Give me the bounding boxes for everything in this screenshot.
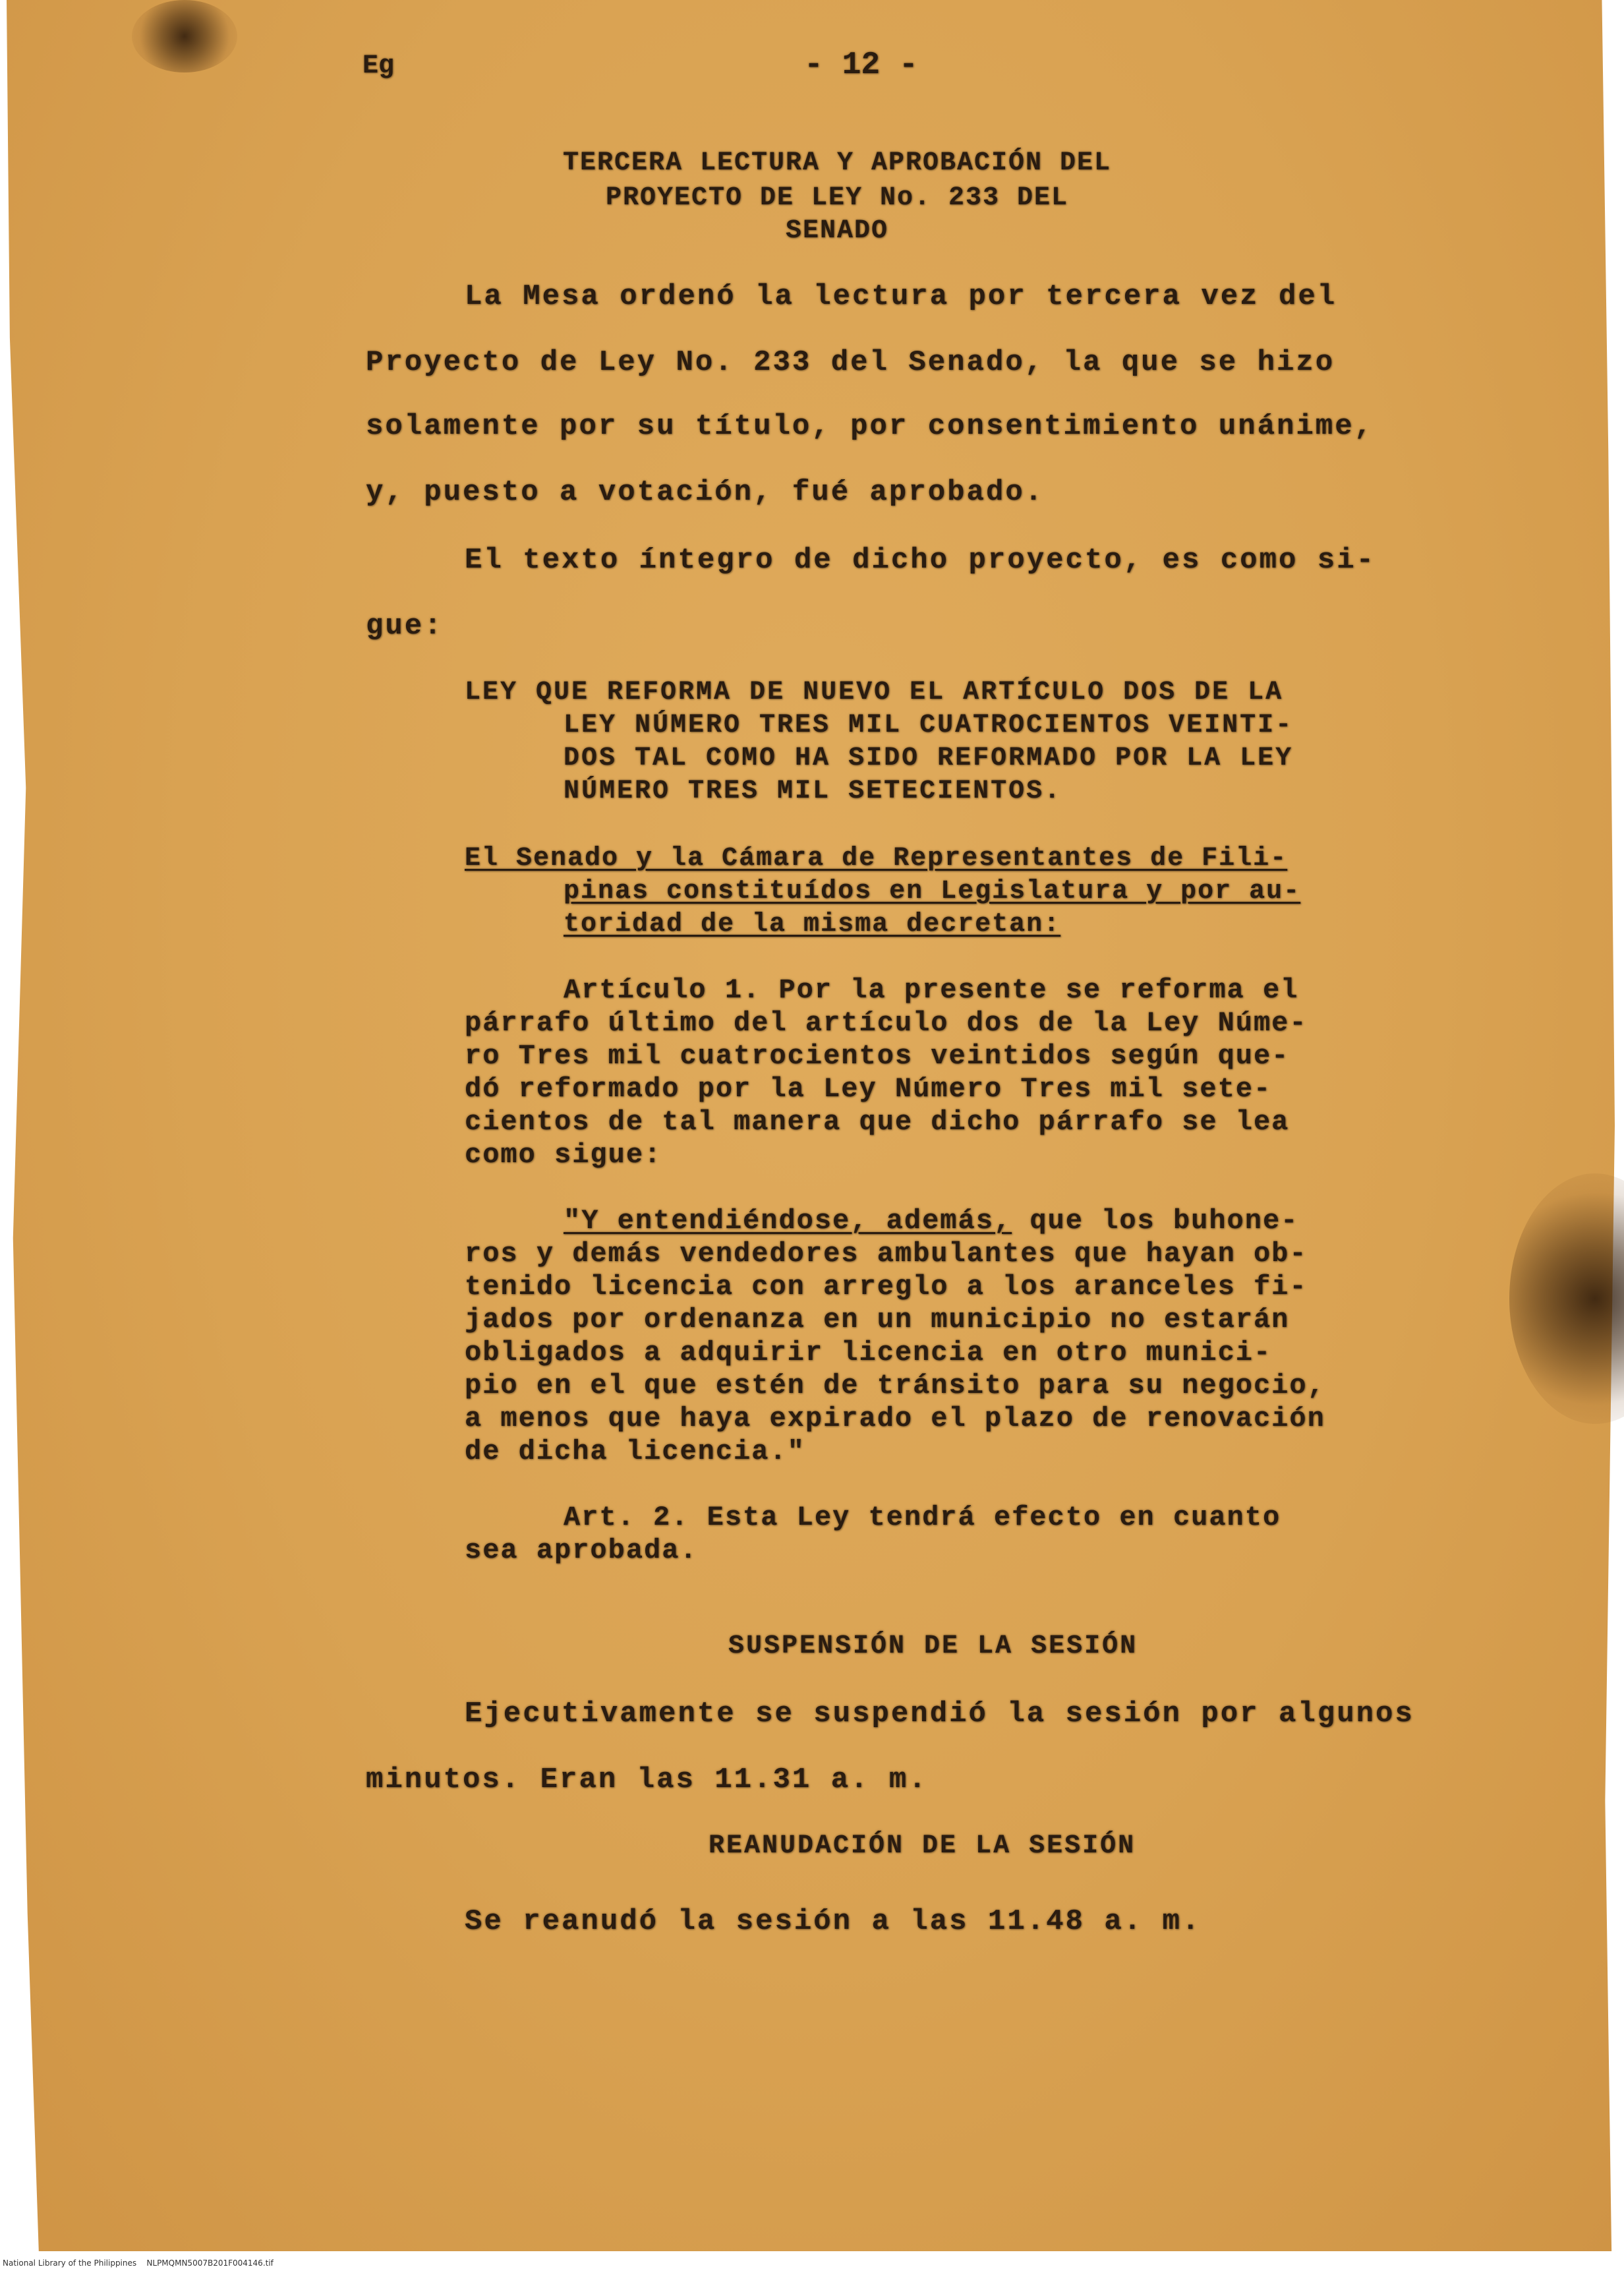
typist-initials: Eg (362, 51, 395, 81)
quoted-paragraph-line: de dicha licencia." (465, 1436, 805, 1467)
article-1-line: cientos de tal manera que dicho párrafo se lea (465, 1106, 1290, 1138)
section-title-line: PROYECTO DE LEY No. 233 DEL (605, 183, 1069, 213)
quoted-paragraph-line: pio en el que estén de tránsito para su negocio, (465, 1370, 1325, 1401)
law-title-line: LEY NÚMERO TRES MIL CUATROCIENTOS VEINTI- (564, 711, 1294, 740)
quoted-paragraph-line: obligados a adquirir licencia en otro munici- (465, 1337, 1272, 1369)
paragraph-line: La Mesa ordenó la lectura por tercera vez del (465, 280, 1337, 313)
resumption-line: Se reanudó la sesión a las 11.48 a. m. (465, 1905, 1202, 1938)
quoted-paragraph-line: jados por ordenanza en un municipio no estarán (465, 1304, 1290, 1336)
quoted-paragraph-line: a menos que haya expirado el plazo de renovación (465, 1403, 1325, 1434)
paragraph-line: y, puesto a votación, fué aprobado. (366, 476, 1045, 509)
scan-footer (0, 2257, 1624, 2269)
page-number: - 12 - (804, 47, 918, 83)
file-identifier: NLPMQMN5007B201F004146.tif (146, 2258, 274, 2268)
intro-line: gue: (366, 610, 444, 643)
quoted-paragraph-line: tenido licencia con arreglo a los aranceles fi- (465, 1271, 1308, 1303)
section-title-line: SENADO (785, 216, 889, 246)
library-credit: National Library of the Philippines (3, 2258, 137, 2268)
paragraph-line: solamente por su título, por consentimiento unánime, (366, 410, 1374, 443)
article-1-line: ro Tres mil cuatrocientos veintidos según que- (465, 1040, 1290, 1072)
suspension-heading: SUSPENSIÓN DE LA SESIÓN (728, 1632, 1138, 1661)
suspension-line: minutos. Eran las 11.31 a. m. (366, 1763, 928, 1796)
law-title-line: NÚMERO TRES MIL SETECIENTOS. (564, 777, 1062, 806)
article-2-line: Art. 2. Esta Ley tendrá efecto en cuanto (564, 1502, 1281, 1533)
enacting-clause-line: pinas constituídos en Legislatura y por au- (564, 877, 1301, 906)
enacting-clause-line: toridad de la misma decretan: (564, 910, 1061, 939)
suspension-line: Ejecutivamente se suspendió la sesión por algunos (465, 1697, 1414, 1730)
ink-stain-top (132, 0, 237, 73)
quoted-paragraph-line: ros y demás vendedores ambulantes que hayan ob- (465, 1238, 1308, 1270)
article-1-line: párrafo último del artículo dos de la Ley Núme- (465, 1007, 1308, 1039)
section-title-line: TERCERA LECTURA Y APROBACIÓN DEL (562, 148, 1112, 178)
quoted-paragraph-first-line (564, 1205, 1298, 1237)
quoted-paragraph-underlined-opening: "Y entendiéndose, además, (564, 1205, 1012, 1237)
article-1-line: dó reformado por la Ley Número Tres mil sete- (465, 1073, 1272, 1105)
article-2-line: sea aprobada. (465, 1535, 698, 1566)
article-1-line: como sigue: (465, 1139, 662, 1171)
intro-line: El texto íntegro de dicho proyecto, es como si- (465, 544, 1376, 577)
law-title-line: LEY QUE REFORMA DE NUEVO EL ARTÍCULO DOS DE LA (465, 678, 1284, 707)
enacting-clause-line: El Senado y la Cámara de Representantes de Fili- (465, 844, 1288, 873)
paragraph-line: Proyecto de Ley No. 233 del Senado, la que se hizo (366, 346, 1335, 379)
law-title-line: DOS TAL COMO HA SIDO REFORMADO POR LA LEY (564, 744, 1294, 773)
quoted-paragraph-first-line-rest: que los buhone- (1012, 1205, 1299, 1237)
resumption-heading: REANUDACIÓN DE LA SESIÓN (709, 1831, 1136, 1861)
article-1-line: Artículo 1. Por la presente se reforma el (564, 974, 1299, 1006)
